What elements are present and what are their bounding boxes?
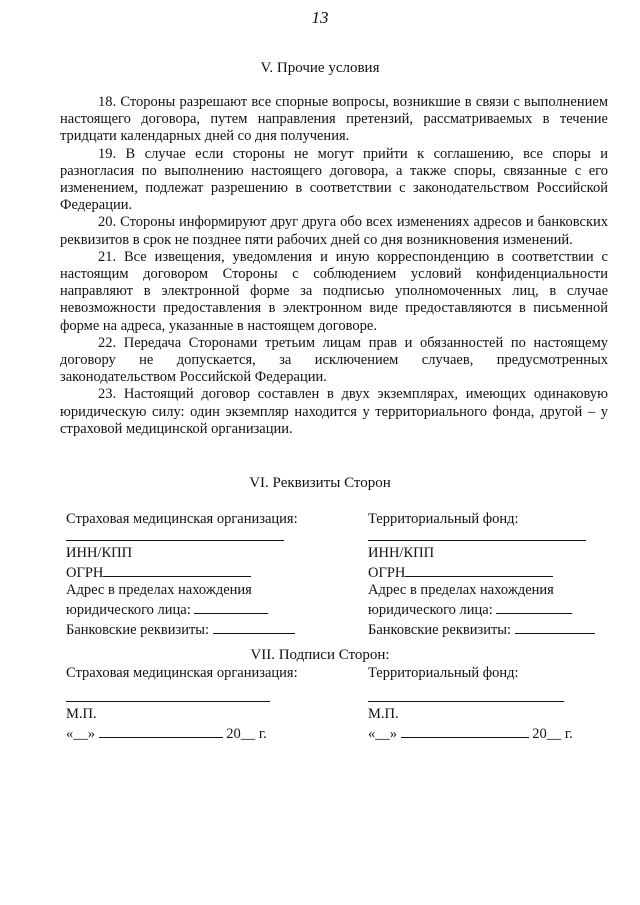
signature-line (368, 701, 564, 702)
signature-insurer (66, 665, 328, 743)
date-day: «__» (368, 725, 397, 742)
date-month-line (99, 724, 223, 738)
page-number: 13 (311, 8, 329, 27)
address-row (368, 600, 618, 620)
section-title-other-terms: V. Прочие условия (260, 60, 380, 76)
ogrn-row (66, 563, 328, 583)
bank-blank-line (213, 620, 295, 634)
requisites-fund (368, 511, 618, 640)
date-year: 20__ г. (226, 725, 267, 742)
address-row (66, 600, 328, 620)
clause-19: 19. В случае если стороны не могут прийти к соглашению, все споры и разногласия по выполнению настоящего договора, а также споры, связанные с его изменением, подлежат разрешению в соответствии с законодательством Российской Федерации. (60, 145, 608, 214)
signature-insurer-heading: Страховая медицинская организация: (66, 665, 298, 681)
bank-label: Банковские реквизиты: (368, 621, 512, 638)
name-blank-line (368, 540, 586, 541)
date-month-line (401, 724, 529, 738)
bank-row (368, 620, 618, 640)
address-blank-line (194, 600, 268, 614)
stamp-label: М.П. (368, 705, 399, 722)
ogrn-row (368, 563, 618, 583)
clause-23: 23. Настоящий договор составлен в двух экземплярах, имеющих одинаковую юридическую силу: один экземпляр находится у территориального фонда, другой – у страховой медицинской организации. (60, 386, 608, 437)
clause-18: 18. Стороны разрешают все спорные вопросы, возникшие в связи с выполнением настоящего договора, путем направления претензий, рассматриваемых в течение тридцати календарных дней со дня получения. (60, 94, 608, 145)
bank-label: Банковские реквизиты: (66, 621, 210, 638)
ogrn-blank-line (405, 563, 553, 577)
requisites-insurer-heading: Страховая медицинская организация: (66, 511, 298, 527)
requisites-insurer (66, 511, 328, 640)
signature-line (66, 701, 270, 702)
address-label: Адрес в пределах нахождения (66, 582, 252, 599)
ogrn-label: ОГРН (368, 564, 406, 581)
address-blank-line (496, 600, 572, 614)
clause-20: 20. Стороны информируют друг друга обо всех изменениях адресов и банковских реквизитов в срок не позднее пяти рабочих дней со дня возникновения изменений. (60, 214, 608, 248)
date-row (66, 724, 328, 744)
bank-row (66, 620, 328, 640)
ogrn-blank-line (103, 563, 251, 577)
address-label-cont: юридического лица: (66, 602, 191, 619)
name-blank-line (66, 540, 284, 541)
section-title-signatures: VII. Подписи Сторон: (250, 647, 390, 663)
clause-21: 21. Все извещения, уведомления и иную корреспонденцию в соответствии с настоящим договором Стороны с соблюдением условий конфиденциальности направляют в электронной форме за подписью уполномоченных лиц, в случае невозможности предоставления в электронном виде предоставляются в письменной форме на адреса, указанные в настоящем договоре. (60, 248, 608, 334)
address-label-cont: юридического лица: (368, 602, 493, 619)
date-year: 20__ г. (532, 725, 573, 742)
inn-label: ИНН/КПП (368, 544, 435, 561)
address-label: Адрес в пределах нахождения (368, 582, 554, 599)
section-title-requisites: VI. Реквизиты Сторон (249, 475, 391, 491)
bank-blank-line (515, 620, 595, 634)
requisites-fund-heading: Территориальный фонд: (368, 511, 519, 527)
clause-22: 22. Передача Сторонами третьим лицам прав и обязанностей по настоящему договору не допускается, за исключением случаев, предусмотренных законодательством Российской Федерации. (60, 334, 608, 386)
inn-label: ИНН/КПП (66, 544, 133, 561)
date-day: «__» (66, 725, 95, 742)
stamp-label: М.П. (66, 705, 97, 722)
date-row (368, 724, 618, 744)
other-terms-body (60, 94, 608, 438)
signature-fund (368, 665, 618, 743)
signature-fund-heading: Территориальный фонд: (368, 665, 519, 681)
ogrn-label: ОГРН (66, 564, 104, 581)
